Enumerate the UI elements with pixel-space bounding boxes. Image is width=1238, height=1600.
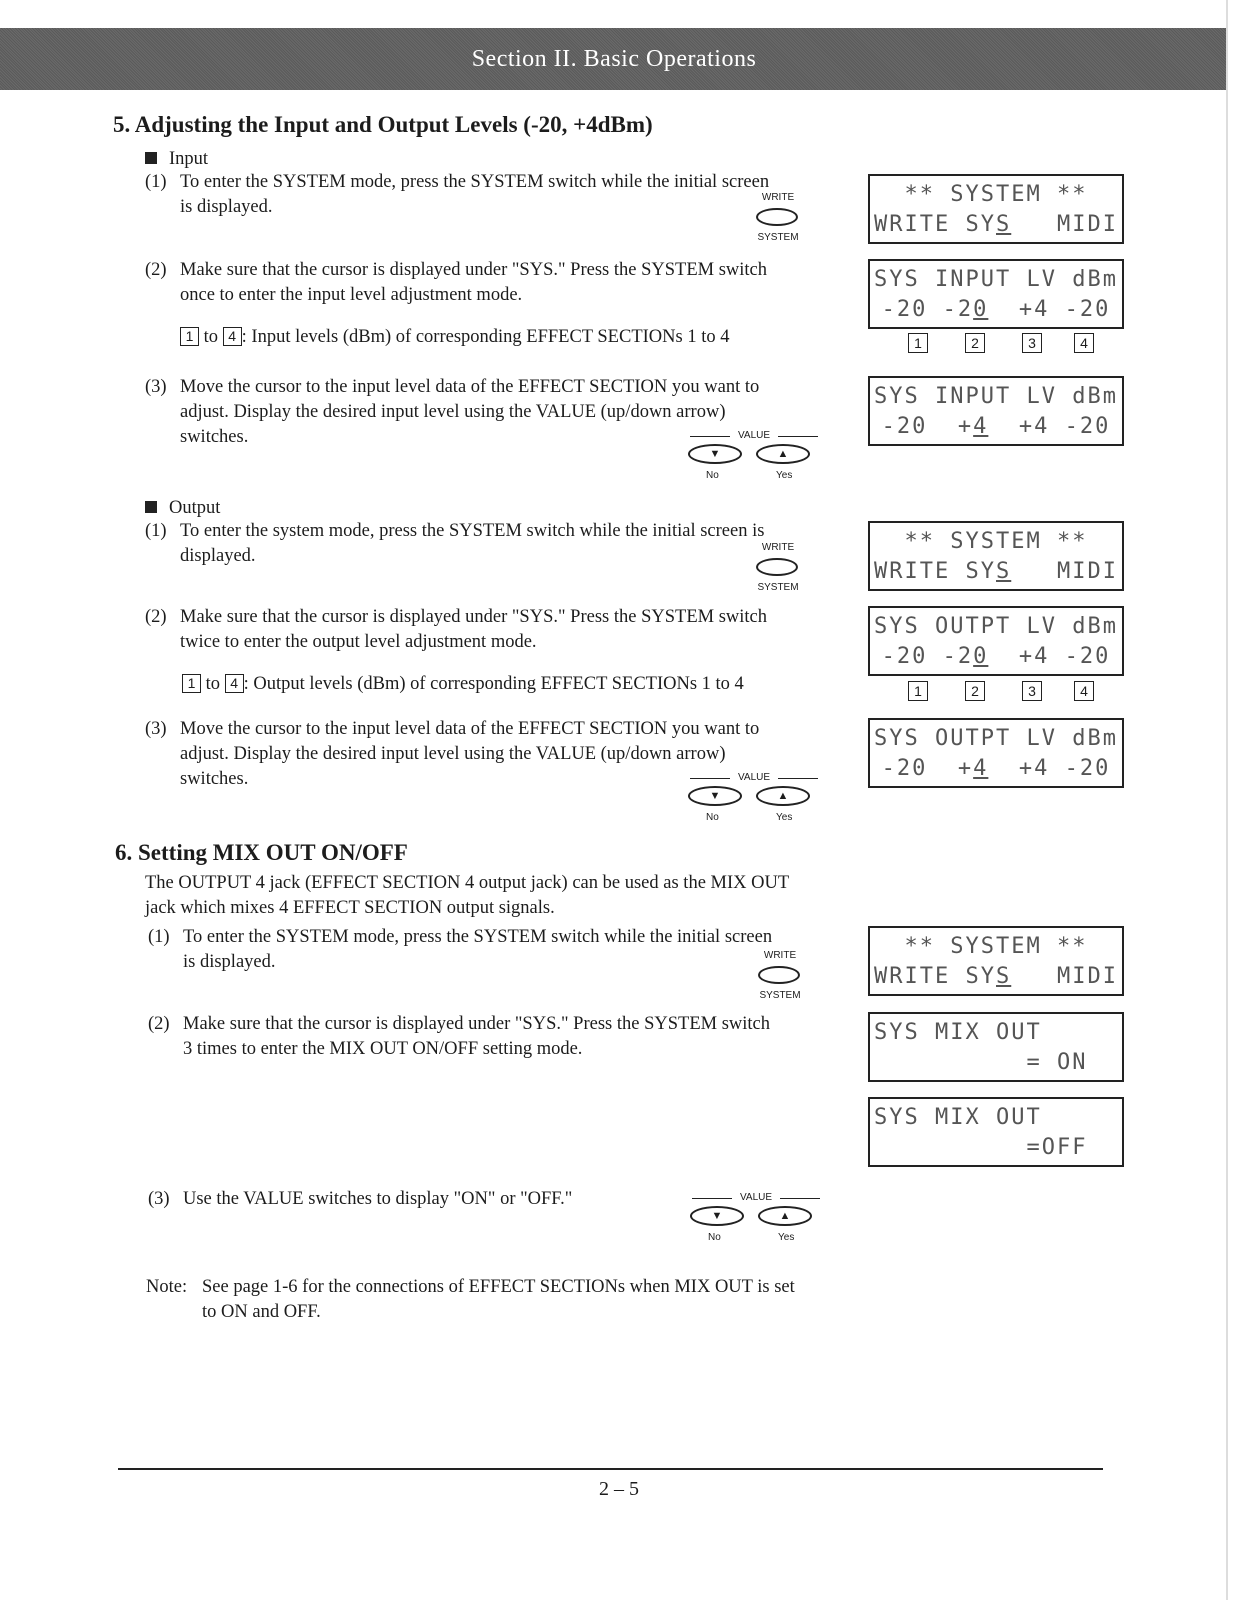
mix-note: Note: See page 1-6 for the connections of EFFECT SECTIONs when MIX OUT is set to ON and OFF. — [146, 1277, 795, 1322]
mix-step-3: (3) Use the VALUE switches to display "ON" or "OFF." — [148, 1189, 573, 1209]
section-5-title: 5. Adjusting the Input and Output Levels (-20, +4dBm) — [113, 112, 653, 137]
switch-button-icon — [756, 208, 798, 226]
down-arrow-icon: ▼ — [688, 786, 742, 806]
system-switch: WRITE SYSTEM — [759, 950, 801, 1001]
lcd-system-2: ** SYSTEM ** WRITE SYS MIDI — [868, 521, 1124, 591]
input-step-2: (2) Make sure that the cursor is displayed under "SYS." Press the SYSTEM switch once to enter the input level adjustment mode. — [145, 260, 767, 305]
page-edge — [1226, 0, 1228, 1600]
bullet-icon — [145, 152, 157, 164]
input-keys-note: 1 to 4 : Input levels (dBm) of corresponding EFFECT SECTIONs 1 to 4 — [180, 325, 729, 350]
lcd-input-level-2: SYS INPUT LV dBm -20 +4 +4 -20 — [868, 376, 1124, 446]
up-arrow-icon: ▲ — [758, 1206, 812, 1226]
lcd-key-labels-input: 1 2 3 4 — [908, 333, 1098, 355]
down-arrow-icon: ▼ — [688, 444, 742, 464]
lcd-output-level-2: SYS OUTPT LV dBm -20 +4 +4 -20 — [868, 718, 1124, 788]
output-step-3: (3) Move the cursor to the input level data of the EFFECT SECTION you want to adjust. Display the desired input level using the VALUE (up/down arrow) switches. — [145, 719, 760, 789]
section-6-intro: The OUTPUT 4 jack (EFFECT SECTION 4 output jack) can be used as the MIX OUT jack which mixes 4 EFFECT SECTION output signals. — [145, 873, 790, 918]
mix-step-2: (2) Make sure that the cursor is displayed under "SYS." Press the SYSTEM switch 3 times to enter the MIX OUT ON/OFF setting mode. — [148, 1014, 770, 1059]
mix-step-1: (1) To enter the SYSTEM mode, press the SYSTEM switch while the initial screen is displayed. — [148, 927, 773, 972]
input-step-3: (3) Move the cursor to the input level data of the EFFECT SECTION you want to adjust. Display the desired input level using the VALUE (up/down arrow) switches. — [145, 377, 760, 447]
output-step-1: (1) To enter the system mode, press the SYSTEM switch while the initial screen is displayed. — [145, 521, 765, 566]
switch-button-icon — [758, 966, 800, 984]
section-6-title: 6. Setting MIX OUT ON/OFF — [115, 840, 408, 865]
switch-button-icon — [756, 558, 798, 576]
section-banner — [0, 28, 1228, 90]
lcd-output-level-1: SYS OUTPT LV dBm -20 -20 +4 -20 — [868, 606, 1124, 676]
output-keys-note: 1 to 4 : Output levels (dBm) of corresponding EFFECT SECTIONs 1 to 4 — [182, 672, 744, 697]
lcd-system-1: ** SYSTEM ** WRITE SYS MIDI — [868, 174, 1124, 244]
system-switch: WRITE SYSTEM — [757, 542, 799, 593]
section-title: Section II. Basic Operations — [471, 46, 757, 72]
system-switch: WRITE SYSTEM — [757, 192, 799, 243]
lcd-system-3: ** SYSTEM ** WRITE SYS MIDI — [868, 926, 1124, 996]
up-arrow-icon: ▲ — [756, 786, 810, 806]
down-arrow-icon: ▼ — [690, 1206, 744, 1226]
input-step-1: (1) To enter the SYSTEM mode, press the SYSTEM switch while the initial screen is displayed. — [145, 172, 770, 217]
output-step-2: (2) Make sure that the cursor is displayed under "SYS." Press the SYSTEM switch twice to enter the output level adjustment mode. — [145, 607, 767, 652]
value-switches: VALUE ▼ ▲ No Yes — [684, 772, 824, 827]
page-number: 2 – 5 — [599, 1478, 639, 1500]
value-switches: VALUE ▼ ▲ No Yes — [684, 430, 824, 485]
up-arrow-icon: ▲ — [756, 444, 810, 464]
lcd-mix-out-on: SYS MIX OUT = ON — [868, 1012, 1124, 1082]
lcd-mix-out-off: SYS MIX OUT =OFF — [868, 1097, 1124, 1167]
bullet-icon — [145, 501, 157, 513]
output-heading: Output — [145, 496, 220, 521]
input-heading: Input — [145, 147, 208, 172]
footer-rule — [118, 1468, 1103, 1470]
lcd-key-labels-output: 1 2 3 4 — [908, 681, 1098, 703]
lcd-input-level-1: SYS INPUT LV dBm -20 -20 +4 -20 — [868, 259, 1124, 329]
value-switches: VALUE ▼ ▲ No Yes — [686, 1192, 826, 1247]
